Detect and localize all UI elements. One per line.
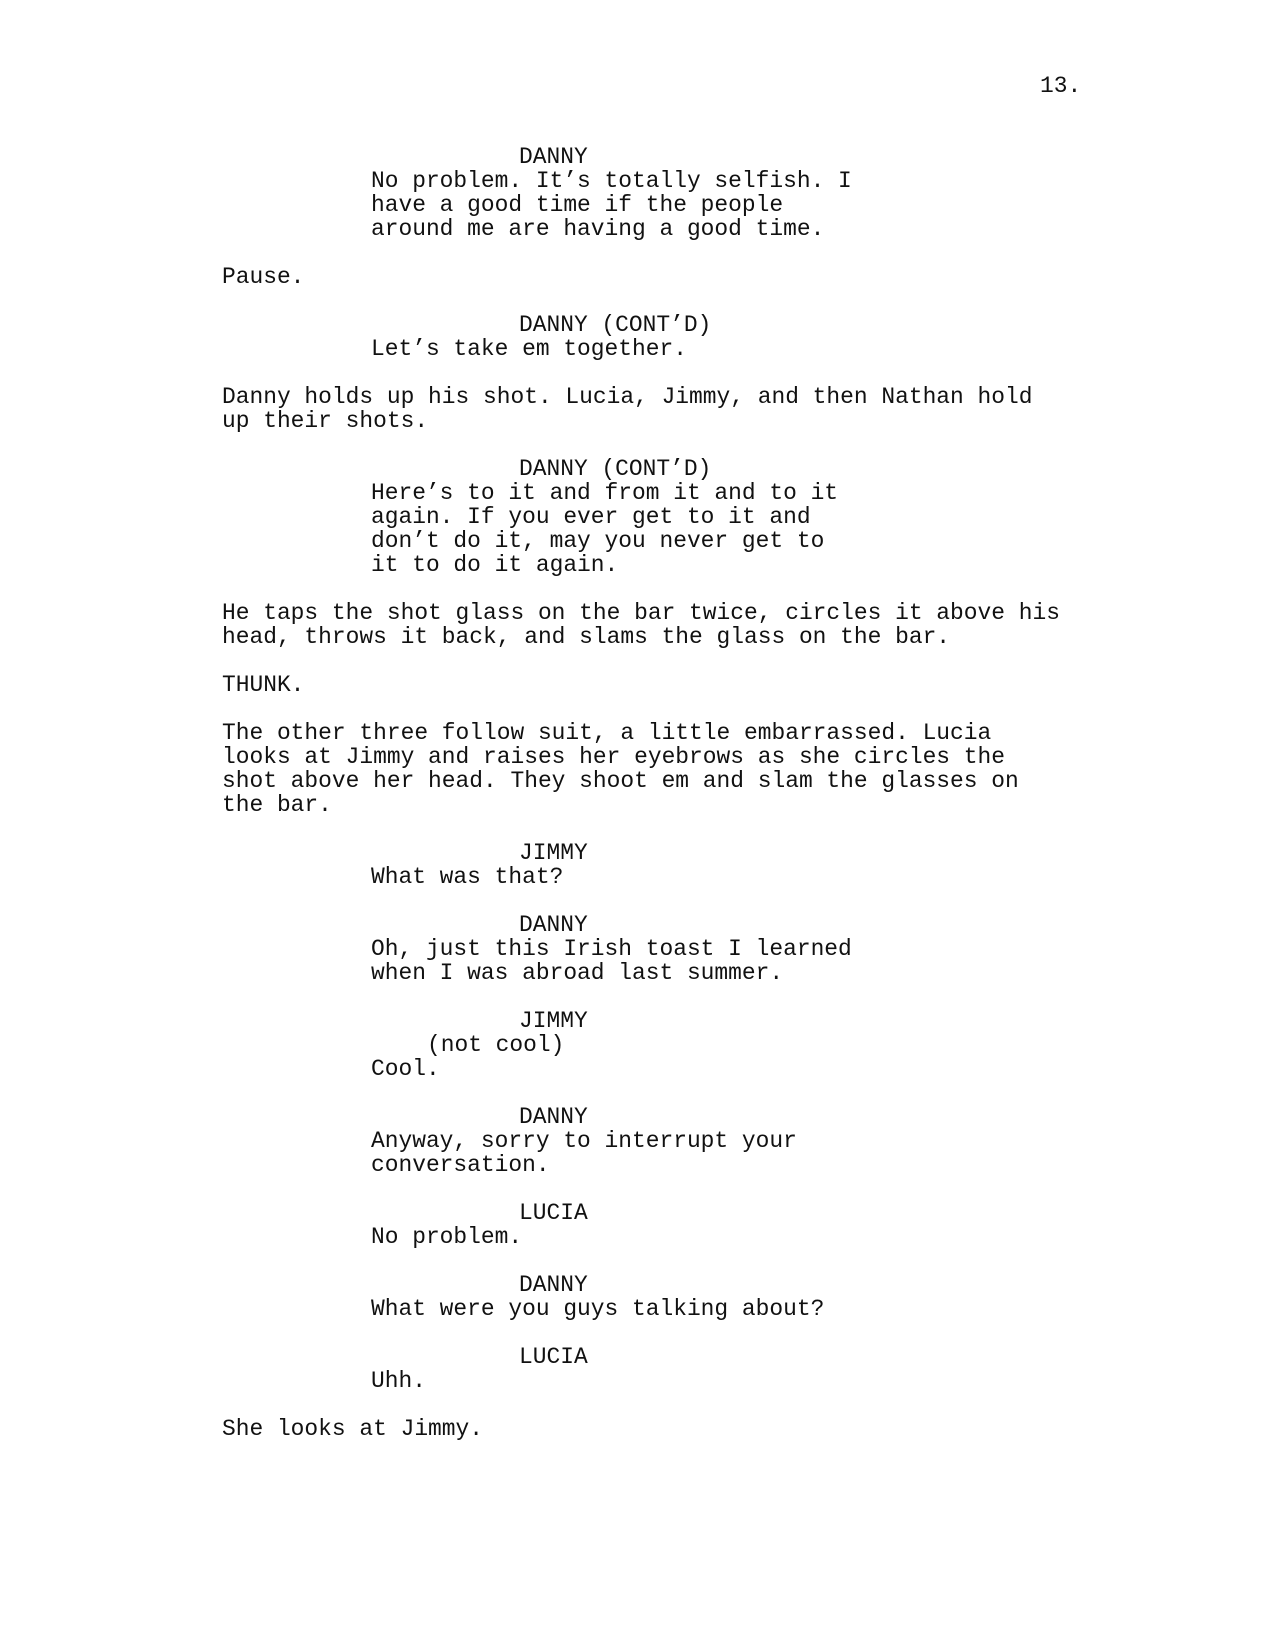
script-line: have a good time if the people xyxy=(371,192,784,218)
character-cue xyxy=(519,841,588,865)
dialogue-block xyxy=(371,169,852,241)
dialogue-block xyxy=(371,1225,522,1249)
script-line: Anyway, sorry to interrupt your xyxy=(371,1128,797,1154)
action-block xyxy=(222,1417,483,1441)
script-line: LUCIA xyxy=(519,1200,588,1226)
dialogue-block xyxy=(371,1369,426,1393)
character-cue xyxy=(519,1105,588,1129)
action-block xyxy=(222,385,1032,433)
script-line: Cool. xyxy=(371,1056,440,1082)
script-line: again. If you ever get to it and xyxy=(371,504,811,530)
script-line: DANNY (CONT’D) xyxy=(519,312,712,338)
script-line: conversation. xyxy=(371,1152,550,1178)
script-line: What were you guys talking about? xyxy=(371,1296,825,1322)
script-line: Here’s to it and from it and to it xyxy=(371,480,839,506)
script-line: DANNY xyxy=(519,912,588,938)
character-cue xyxy=(519,1273,588,1297)
script-line: when I was abroad last summer. xyxy=(371,960,784,986)
script-line: head, throws it back, and slams the glass on the bar. xyxy=(222,624,951,650)
script-line: No problem. xyxy=(371,1224,523,1250)
action-block xyxy=(222,601,1060,649)
script-line: looks at Jimmy and raises her eyebrows as she circles the xyxy=(222,744,1005,770)
script-line: Pause. xyxy=(222,264,305,290)
script-line: He taps the shot glass on the bar twice, circles it above his xyxy=(222,600,1060,626)
script-line: The other three follow suit, a little embarrassed. Lucia xyxy=(222,720,992,746)
character-cue xyxy=(519,313,711,337)
script-line: Oh, just this Irish toast I learned xyxy=(371,936,852,962)
page-number: 13. xyxy=(1040,73,1082,99)
dialogue-block xyxy=(371,865,563,889)
dialogue-block xyxy=(371,481,838,577)
script-line: the bar. xyxy=(222,792,332,818)
script-line: Danny holds up his shot. Lucia, Jimmy, and then Nathan hold xyxy=(222,384,1033,410)
script-line: (not cool) xyxy=(427,1032,565,1058)
character-cue xyxy=(519,913,588,937)
script-line: LUCIA xyxy=(519,1344,588,1370)
action-block xyxy=(222,721,1019,817)
parenthetical xyxy=(427,1033,564,1057)
character-cue xyxy=(519,1009,588,1033)
character-cue xyxy=(519,1201,588,1225)
character-cue xyxy=(519,145,588,169)
script-line: shot above her head. They shoot em and slam the glasses on xyxy=(222,768,1019,794)
script-line: don’t do it, may you never get to xyxy=(371,528,825,554)
character-cue xyxy=(519,457,711,481)
script-line: DANNY xyxy=(519,1272,588,1298)
dialogue-block xyxy=(371,937,852,985)
script-line: Uhh. xyxy=(371,1368,426,1394)
dialogue-block xyxy=(371,1129,797,1177)
script-line: DANNY xyxy=(519,1104,588,1130)
action-block xyxy=(222,265,304,289)
script-line: JIMMY xyxy=(519,1008,588,1034)
script-line: Let’s take em together. xyxy=(371,336,687,362)
action-block xyxy=(222,673,304,697)
script-line: DANNY xyxy=(519,144,588,170)
script-line: THUNK. xyxy=(222,672,305,698)
dialogue-block xyxy=(371,1297,824,1321)
script-line: DANNY (CONT’D) xyxy=(519,456,712,482)
script-line: around me are having a good time. xyxy=(371,216,825,242)
script-line: it to do it again. xyxy=(371,552,619,578)
character-cue xyxy=(519,1345,588,1369)
script-line: What was that? xyxy=(371,864,564,890)
script-line: She looks at Jimmy. xyxy=(222,1416,483,1442)
script-line: No problem. It’s totally selfish. I xyxy=(371,168,852,194)
script-line: up their shots. xyxy=(222,408,429,434)
dialogue-block xyxy=(371,1057,440,1081)
script-line: JIMMY xyxy=(519,840,588,866)
dialogue-block xyxy=(371,337,687,361)
